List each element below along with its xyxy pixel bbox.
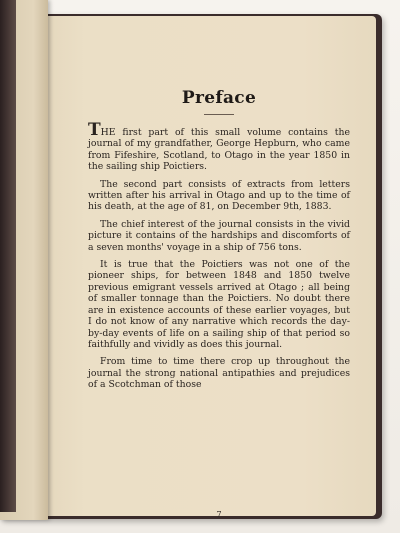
drop-cap: T — [88, 120, 101, 140]
paragraph-5: From time to time there crop up throughout the journal the strong national antipathies and prejudices of a Scotchman of those — [88, 356, 350, 391]
title-rule — [204, 114, 234, 115]
page-title: Preface — [181, 88, 257, 108]
page-number: 7 — [216, 510, 222, 519]
paragraph-4: It is true that the Poictiers was not one of the pioneer ships, for between 1848 and 1850 twelve previous emigrant vessels arrived at Otago ; all being of smaller tonnage than the Poictiers. No doubt there are in existence accounts of these earlier voyages, but I do not know of any narrative which records the day-by-day events of life on a sailing ship of that period so faithfully and vividly as does this journal. — [88, 259, 350, 350]
left-page-edge — [0, 0, 48, 520]
paragraph-1-text: HE first part of this small volume contains the journal of my grandfather, George Hepburn, who came from Fifeshire, Scotland, to Otago in the year 1850 in the sailing ship Poictiers. — [88, 127, 350, 173]
spine-edge — [0, 0, 16, 512]
page-text-block — [88, 88, 350, 519]
paragraph-1 — [88, 120, 350, 173]
paragraph-2: The second part consists of extracts from letters written after his arrival in Otago and up to the time of his death, at the age of 81, on December 9th, 1883. — [88, 178, 350, 213]
paragraph-3: The chief interest of the journal consists in the vivid picture it contains of the hardships and discomforts of a seven months' voyage in a ship of 756 tons. — [88, 218, 350, 253]
